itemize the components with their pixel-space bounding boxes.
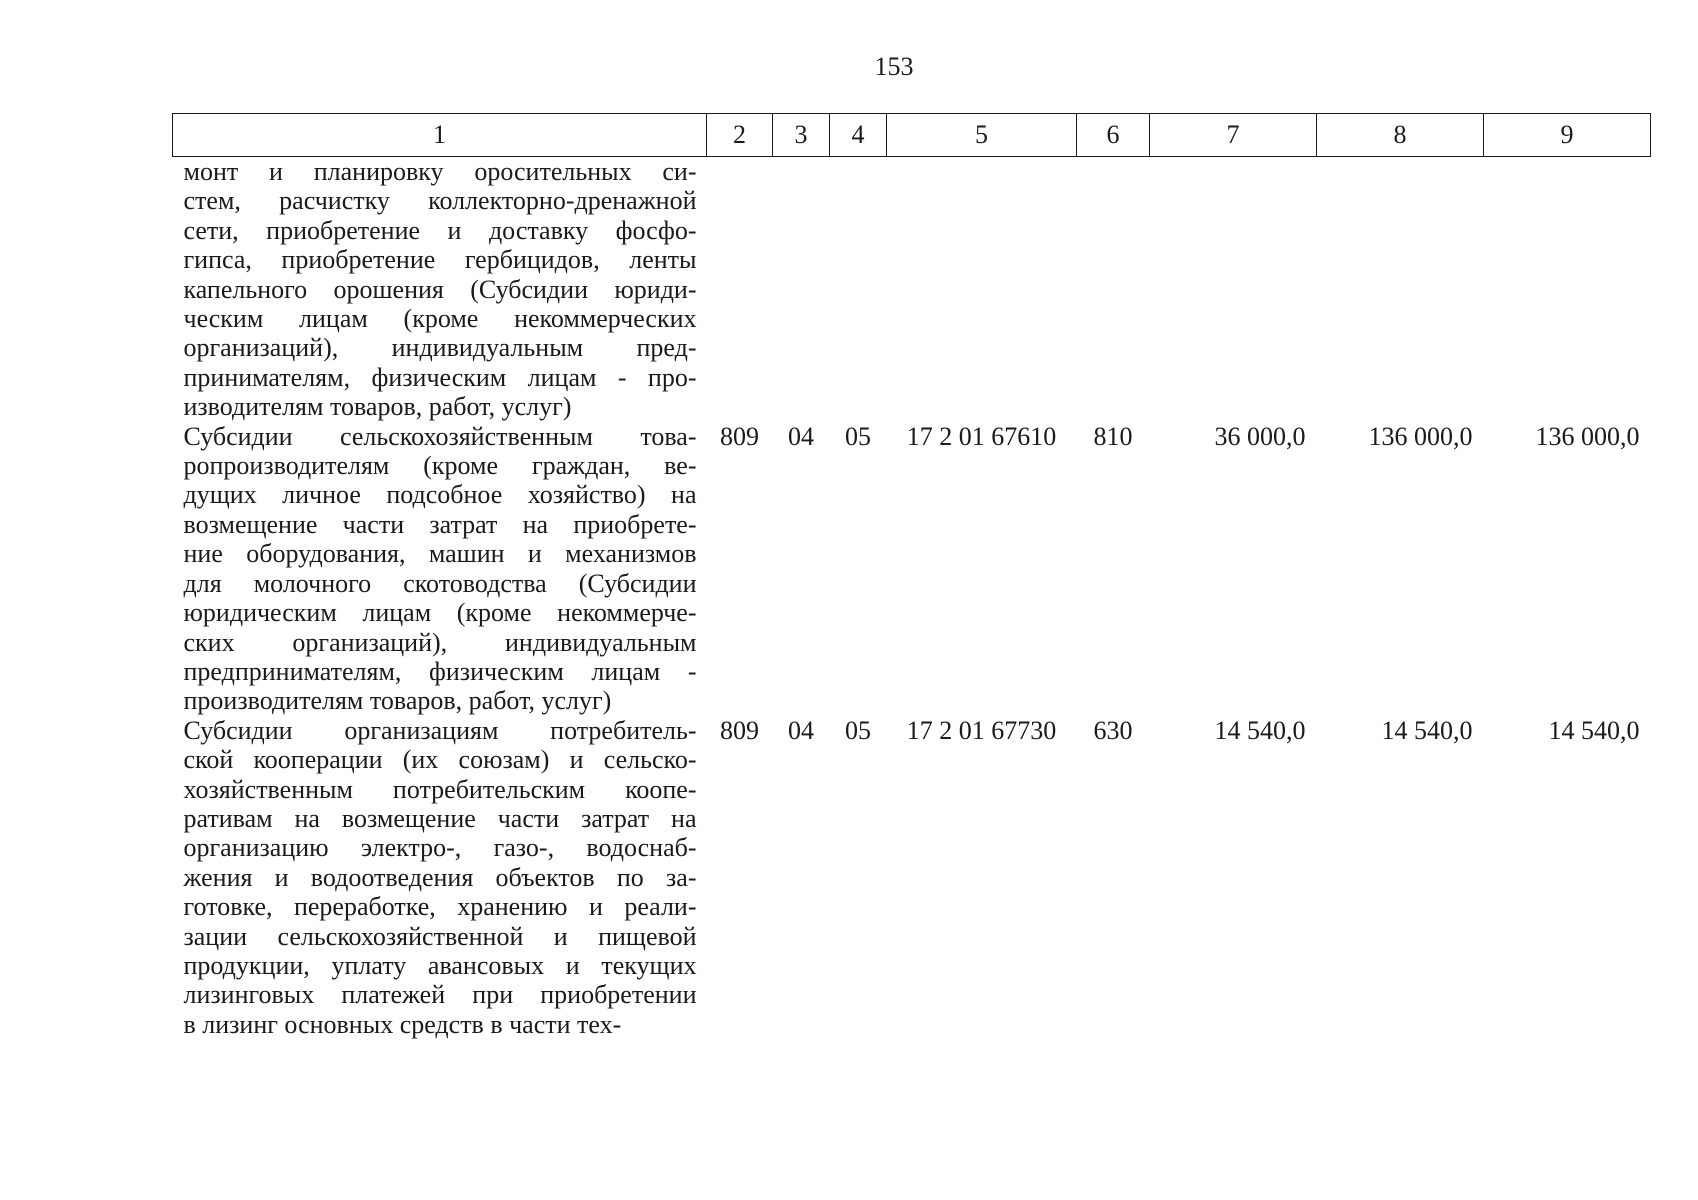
description-line: ческим лицам (кроме некоммерческих: [183, 304, 697, 334]
budget-table: [172, 113, 1651, 1039]
description-line: ских организаций), индивидуальным: [183, 627, 697, 657]
row-description: [173, 422, 707, 716]
description-line: гипса, приобретение гербицидов, ленты: [183, 245, 697, 275]
description-line: производителям товаров, работ, услуг): [183, 686, 612, 716]
cell-subsection-code: [830, 157, 887, 422]
description-line: изводителям товаров, работ, услуг): [183, 392, 572, 422]
description-line: жения и водоотведения объектов по за-: [183, 862, 697, 892]
description-line: монт и планировку оросительных си-: [183, 157, 697, 186]
column-header-1: 1: [173, 114, 707, 157]
cell-amount-year-2: [1317, 157, 1484, 422]
cell-section-code: [773, 157, 830, 422]
column-header-7: 7: [1150, 114, 1317, 157]
description-line: организацию электро-, газо-, водоснаб-: [183, 833, 697, 863]
description-line: ративам на возмещение части затрат на: [183, 803, 697, 833]
cell-expense-type: 810: [1093, 421, 1133, 451]
table-row: [173, 157, 1651, 422]
description-line: сети, приобретение и доставку фосфо-: [183, 215, 697, 245]
cell-subsection-code: 05: [845, 715, 871, 745]
description-line: в лизинг основных средств в части тех-: [183, 1009, 622, 1039]
description-line: принимателям, физическим лицам - про-: [183, 362, 697, 392]
description-line: ской кооперации (их союзам) и сельско-: [183, 745, 697, 775]
description-line: ние оборудования, машин и механизмов: [183, 539, 697, 569]
column-header-3: 3: [773, 114, 830, 157]
cell-amount-year-2: 14 540,0: [1381, 715, 1473, 745]
description-line: лизинговых платежей при приобретении: [183, 980, 697, 1010]
description-line: дущих личное подсобное хозяйство) на: [183, 480, 697, 510]
cell-section-code: 04: [788, 421, 814, 451]
header-row: [173, 114, 1651, 157]
description-line: юридическим лицам (кроме некоммерче-: [183, 598, 697, 628]
description-line: для молочного скотоводства (Субсидии: [183, 568, 697, 598]
table-body: [173, 157, 1651, 1040]
column-header-4: 4: [830, 114, 887, 157]
row-description: [173, 157, 707, 422]
page-number: 153: [874, 52, 914, 81]
description-line: продукции, уплату авансовых и текущих: [183, 950, 697, 980]
description-line: хозяйственным потребительским коопе-: [183, 774, 697, 804]
description-line: ропроизводителям (кроме граждан, ве-: [183, 451, 697, 481]
description-line: организаций), индивидуальным пред-: [183, 333, 697, 363]
row-description: [173, 716, 707, 1039]
column-header-5: 5: [887, 114, 1077, 157]
column-header-6: 6: [1077, 114, 1150, 157]
description-line: капельного орошения (Субсидии юриди-: [183, 274, 697, 304]
cell-ministry-code: 809: [720, 715, 759, 745]
cell-target-article: [887, 157, 1077, 422]
cell-subsection-code: 05: [845, 421, 871, 451]
cell-amount-year-3: 14 540,0: [1548, 715, 1640, 745]
column-header-2: 2: [707, 114, 773, 157]
cell-ministry-code: 809: [720, 421, 759, 451]
description-line: стем, расчистку коллекторно-дренажной: [183, 186, 697, 216]
cell-amount-year-3: 136 000,0: [1535, 421, 1640, 451]
cell-ministry-code: [707, 157, 773, 422]
column-header-8: 8: [1317, 114, 1484, 157]
description-line: возмещение части затрат на приобрете-: [183, 509, 697, 539]
cell-target-article: 17 2 01 67610: [906, 421, 1057, 451]
description-line: готовке, переработке, хранению и реали-: [183, 892, 697, 922]
cell-amount-year-1: [1150, 157, 1317, 422]
description-line: Субсидии организациям потребитель-: [183, 715, 697, 745]
cell-target-article: 17 2 01 67730: [906, 715, 1057, 745]
cell-amount-year-2: 136 000,0: [1368, 421, 1473, 451]
cell-section-code: 04: [788, 715, 814, 745]
table-row: [173, 422, 1651, 716]
cell-amount-year-1: 36 000,0: [1214, 421, 1306, 451]
cell-amount-year-3: [1484, 157, 1651, 422]
cell-expense-type: 630: [1093, 715, 1133, 745]
description-line: предпринимателям, физическим лицам -: [183, 656, 697, 686]
column-header-9: 9: [1484, 114, 1651, 157]
description-line: зации сельскохозяйственной и пищевой: [183, 921, 697, 951]
table-row: [173, 716, 1651, 1039]
description-line: Субсидии сельскохозяйственным това-: [183, 421, 697, 451]
cell-amount-year-1: 14 540,0: [1214, 715, 1306, 745]
cell-expense-type: [1077, 157, 1150, 422]
